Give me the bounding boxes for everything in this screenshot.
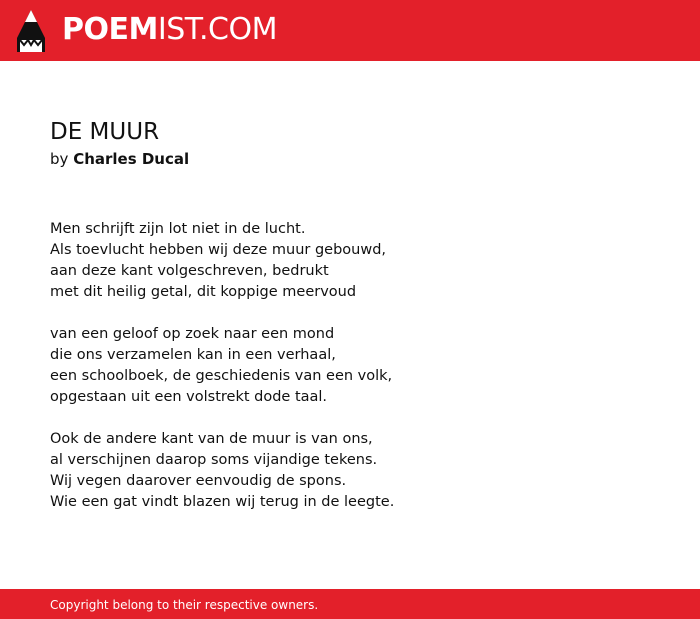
site-header bbox=[0, 0, 700, 61]
poem-line: Als toevlucht hebben wij deze muur gebouwd, bbox=[50, 242, 387, 258]
by-label: by bbox=[50, 150, 69, 168]
poem-body bbox=[50, 219, 650, 534]
copyright-text: Copyright belong to their respective owners. bbox=[50, 598, 319, 612]
poem-line: al verschijnen daarop soms vijandige tekens. bbox=[50, 452, 378, 468]
site-footer bbox=[0, 589, 700, 619]
stanza bbox=[50, 219, 650, 303]
poem-line: opgestaan uit een volstrekt dode taal. bbox=[50, 389, 328, 405]
poem-line: die ons verzamelen kan in een verhaal, bbox=[50, 347, 336, 363]
poem-line: Men schrijft zijn lot niet in de lucht. bbox=[50, 221, 306, 237]
brand-light: IST.COM bbox=[157, 12, 277, 47]
stanza bbox=[50, 429, 650, 513]
poem-title: DE MUUR bbox=[50, 119, 160, 145]
poem-line: Ook de andere kant van de muur is van ons, bbox=[50, 431, 373, 447]
poem-line: Wie een gat vindt blazen wij terug in de leegte. bbox=[50, 494, 395, 510]
poem-byline bbox=[50, 149, 189, 169]
poem-line: met dit heilig getal, dit koppige meervoud bbox=[50, 284, 357, 300]
site-logo-text[interactable] bbox=[62, 12, 277, 48]
stanza bbox=[50, 324, 650, 408]
brand-bold: POEM bbox=[62, 12, 158, 47]
author-name: Charles Ducal bbox=[73, 150, 190, 168]
poem-line: aan deze kant volgeschreven, bedrukt bbox=[50, 263, 329, 279]
poem-line: van een geloof op zoek naar een mond bbox=[50, 326, 335, 342]
poem-line: Wij vegen daarover eenvoudig de spons. bbox=[50, 473, 347, 489]
pencil-icon[interactable] bbox=[17, 10, 45, 52]
poem-line: een schoolboek, de geschiedenis van een volk, bbox=[50, 368, 393, 384]
